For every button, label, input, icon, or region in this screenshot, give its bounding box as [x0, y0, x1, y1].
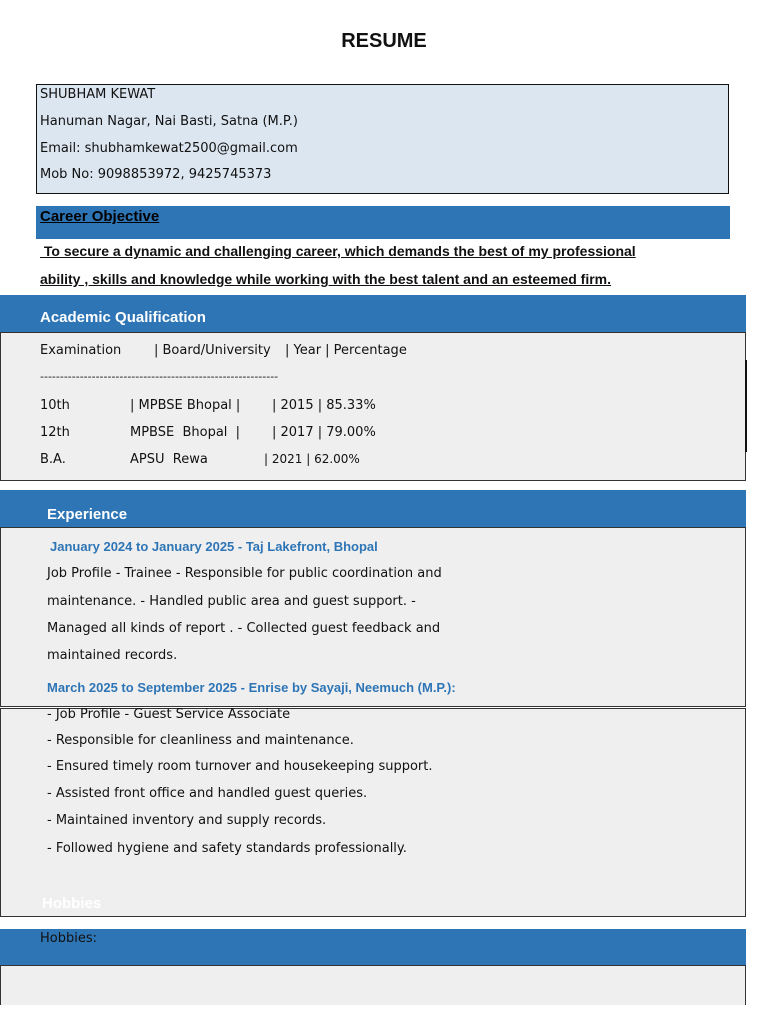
table-row-year-percentage: | 2017 | 79.00%	[272, 425, 376, 440]
table-header-board: | Board/University	[154, 343, 271, 358]
job-2-line: - Job Profile - Guest Service Associate	[47, 707, 291, 722]
table-row-board: APSU Rewa	[130, 452, 208, 467]
career-objective-heading: Career Objective	[40, 208, 160, 225]
job-1-line: Managed all kinds of report . - Collected guest feedback and	[47, 621, 441, 636]
table-row-exam: B.A.	[40, 452, 66, 467]
job-1-heading: January 2024 to January 2025 - Taj Lakefront, Bhopal	[50, 539, 378, 554]
career-objective-line-1: To secure a dynamic and challenging career, which demands the best of my professional	[40, 243, 636, 259]
contact-name: SHUBHAM KEWAT	[40, 87, 156, 102]
hobbies-label: Hobbies:	[40, 931, 97, 946]
job-1-line: Job Profile - Trainee - Responsible for public coordination and	[47, 566, 442, 581]
academic-table-edge	[745, 360, 747, 452]
academic-heading: Academic Qualification	[40, 309, 206, 326]
hobbies-band	[0, 929, 746, 965]
table-divider: ------------------------------------------------------------	[40, 370, 279, 383]
career-objective-line-2: ability , skills and knowledge while working with the best talent and an esteemed firm.	[40, 271, 612, 287]
contact-mobile: Mob No: 9098853972, 9425745373	[40, 167, 272, 182]
job-2-heading: March 2025 to September 2025 - Enrise by Sayaji, Neemuch (M.P.):	[47, 680, 456, 695]
table-row-exam: 12th	[40, 425, 70, 440]
table-header-year-percentage: | Year | Percentage	[285, 343, 407, 358]
contact-address: Hanuman Nagar, Nai Basti, Satna (M.P.)	[40, 114, 298, 129]
table-row-year-percentage: | 2021 | 62.00%	[264, 452, 360, 466]
job-2-line: - Maintained inventory and supply records.	[47, 813, 327, 828]
table-header-examination: Examination	[40, 343, 122, 358]
table-row-year-percentage: | 2015 | 85.33%	[272, 398, 376, 413]
hobbies-panel	[0, 965, 746, 1005]
job-1-line: maintained records.	[47, 648, 178, 663]
table-row-board: MPBSE Bhopal |	[130, 425, 241, 440]
table-row-exam: 10th	[40, 398, 70, 413]
job-2-line: - Responsible for cleanliness and maintenance.	[47, 733, 354, 748]
job-2-line: - Followed hygiene and safety standards professionally.	[47, 841, 407, 856]
job-1-line: maintenance. - Handled public area and guest support. -	[47, 594, 416, 609]
hobbies-ghost-heading: Hobbies	[42, 895, 102, 912]
experience-heading: Experience	[47, 506, 128, 523]
job-2-line: - Assisted front office and handled guest queries.	[47, 786, 368, 801]
resume-title: RESUME	[341, 30, 427, 52]
table-row-board: | MPBSE Bhopal |	[130, 398, 241, 413]
contact-email: Email: shubhamkewat2500@gmail.com	[40, 141, 298, 156]
job-2-line: - Ensured timely room turnover and housekeeping support.	[47, 759, 433, 774]
